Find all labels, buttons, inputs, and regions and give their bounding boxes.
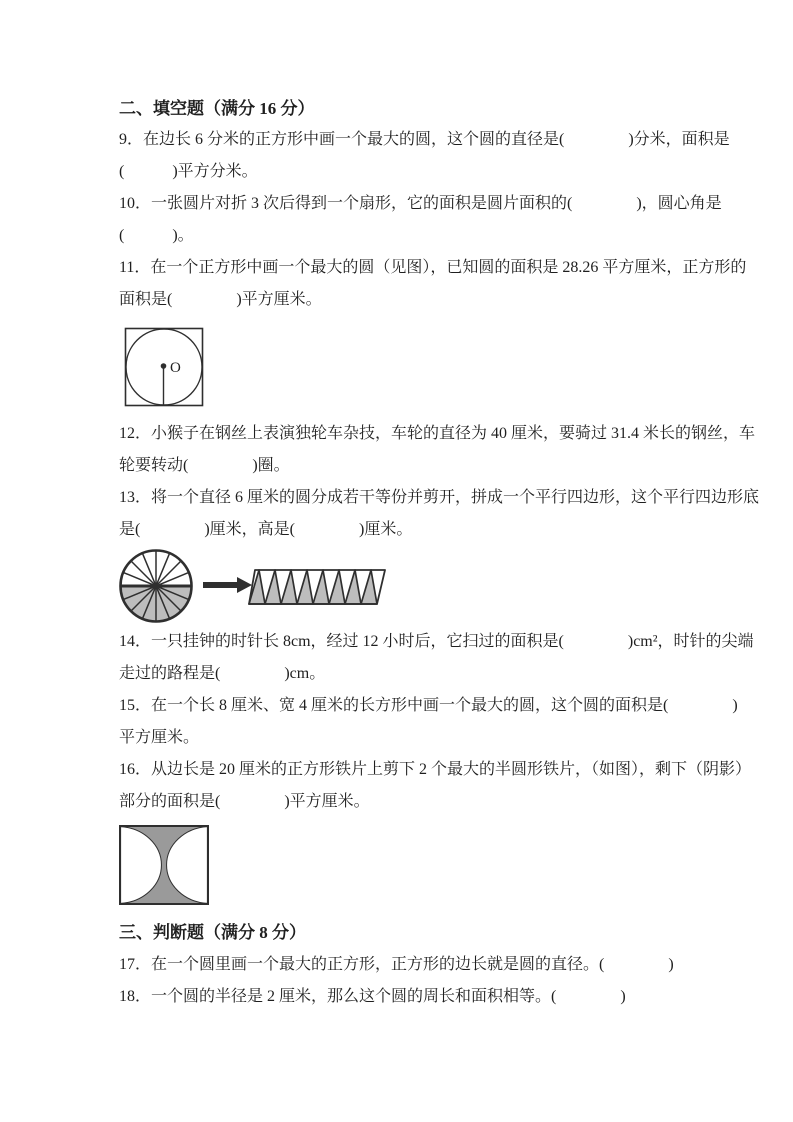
- question-17-line: 17．在一个圆里画一个最大的正方形，正方形的边长就是圆的直径。( ): [119, 956, 674, 973]
- question-15-line-2: 平方厘米。: [119, 729, 200, 746]
- question-10-line-1: 10．一张圆片对折 3 次后得到一个扇形，它的面积是圆片面积的( )，圆心角是: [119, 195, 722, 212]
- question-12-line-1: 12．小猴子在钢丝上表演独轮车杂技，车轮的直径为 40 厘米，要骑过 31.4 米长的钢丝，车: [119, 425, 756, 442]
- question-11-line-2: 面积是( )平方厘米。: [119, 291, 322, 308]
- section-heading-judgement: 三、判断题（满分 8 分）: [119, 923, 306, 942]
- figure-shaded-square-wrapper: [119, 825, 693, 905]
- question-14-line-2: 走过的路程是( )cm。: [119, 665, 326, 682]
- figure-shaded-square: [119, 825, 209, 905]
- parallelogram-triangles: [249, 570, 377, 604]
- question-13-line-1: 13．将一个直径 6 厘米的圆分成若干等份并剪开，拼成一个平行四边形，这个平行四边形底: [119, 489, 760, 506]
- question-13-line-2: 是( )厘米，高是( )厘米。: [119, 521, 413, 538]
- question-14-line-1: 14．一只挂钟的时针长 8cm，经过 12 小时后，它扫过的面积是( )cm²，时针的尖端: [119, 633, 754, 650]
- question-11-line-1: 11．在一个正方形中画一个最大的圆（见图），已知圆的面积是 28.26 平方厘米，正方形的: [119, 259, 747, 276]
- question-15-line-1: 15．在一个长 8 厘米、宽 4 厘米的长方形中画一个最大的圆，这个圆的面积是( ): [119, 697, 738, 714]
- figure-inscribed-circle: [124, 327, 204, 407]
- question-9-line-2: ( )平方分米。: [119, 163, 258, 180]
- arrow-icon: [203, 577, 252, 593]
- question-18-line: 18．一个圆的半径是 2 厘米，那么这个圆的周长和面积相等。( ): [119, 988, 626, 1005]
- figure-sector-rearrangement-wrapper: [119, 546, 693, 626]
- question-10-line-2: ( )。: [119, 227, 194, 244]
- center-dot: [161, 363, 167, 369]
- figure-inscribed-circle-wrapper: [124, 327, 693, 407]
- center-label: O: [170, 360, 181, 376]
- question-16-line-1: 16．从边长是 20 厘米的正方形铁片上剪下 2 个最大的半圆形铁片，（如图），剩下（阴影）: [119, 761, 752, 778]
- question-16-line-2: 部分的面积是( )平方厘米。: [119, 793, 370, 810]
- question-9-line-1: 9．在边长 6 分米的正方形中画一个最大的圆，这个圆的直径是( )分米，面积是: [119, 131, 730, 148]
- figure-sector-rearrangement: [119, 546, 389, 626]
- section-heading-fill-blank: 二、填空题（满分 16 分）: [119, 99, 315, 118]
- question-12-line-2: 轮要转动( )圈。: [119, 457, 290, 474]
